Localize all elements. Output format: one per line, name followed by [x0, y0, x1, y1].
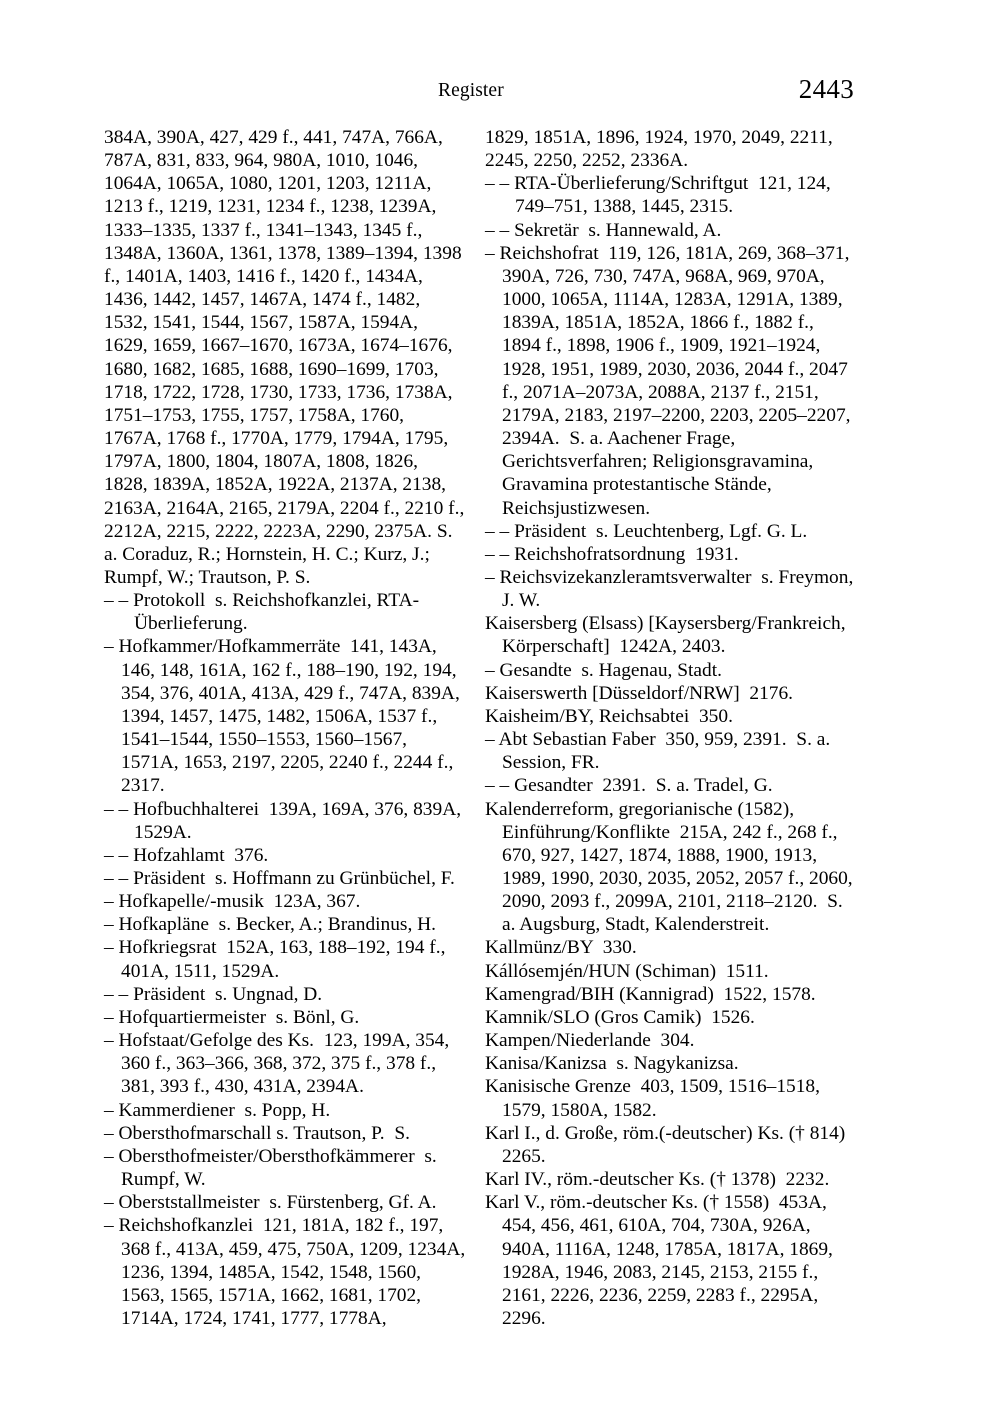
- index-entry: – Oberststallmeister s. Fürstenberg, Gf. A.: [104, 1192, 437, 1214]
- index-entry: Karl IV., röm.-deutscher Ks. († 1378) 2232.: [485, 1169, 830, 1191]
- index-entry: Kalenderreform, gregorianische (1582), Einführung/Konflikte 215A, 242 f., 268 f., 670, 927, 1427, 1874, 1888, 1900, 1913, 1989, 1990, 2030, 2035, 2052, 2057 f., 2060, 2090, 2093 f., 2099A, 2101, 2118–2120. S. a. Augsburg, Stadt, Kalenderstreit.: [485, 798, 858, 936]
- index-entry: – – Hofzahlamt 376.: [104, 844, 269, 866]
- index-entry: – Hofkapläne s. Becker, A.; Brandinus, H.: [104, 914, 437, 936]
- index-entry: – – Präsident s. Ungnad, D.: [104, 983, 323, 1005]
- page-number: 2443: [798, 74, 854, 104]
- index-entry: – Obersthofmeister/Obersthofkämmerer s. Rumpf, W.: [104, 1145, 442, 1191]
- index-entry: – – Reichshofratsordnung 1931.: [485, 543, 739, 565]
- index-column-left: [104, 126, 471, 1330]
- index-entry: Kaisersberg (Elsass) [Kaysersberg/Frankreich, Körperschaft] 1242A, 2403.: [485, 613, 851, 658]
- index-entry: – – Protokoll s. Reichshofkanzlei, RTA-Überlieferung.: [104, 590, 420, 635]
- index-entry: – – Hofbuchhalterei 139A, 169A, 376, 839A, 1529A.: [104, 798, 466, 843]
- index-entry: Kanisa/Kanizsa s. Nagykanizsa.: [485, 1053, 739, 1075]
- index-entry: Kaisheim/BY, Reichsabtei 350.: [485, 705, 733, 727]
- index-entry: Karl I., d. Große, röm.(-deutscher) Ks. († 814) 2265.: [485, 1122, 855, 1167]
- running-head-title: Register: [438, 80, 504, 101]
- index-entry: – Reichshofrat 119, 126, 181A, 269, 368–371, 390A, 726, 730, 747A, 968A, 969, 970A, 1000, 1065A, 1114A, 1283A, 1291A, 1389, 1839A, 1851A, 1852A, 1866 f., 1882 f., 1894 f., 1898, 1906 f., 1909, 1921–1924, 1928, 1951, 1989, 2030, 2036, 2044 f., 2047 f., 2071A–2073A, 2088A, 2137 f., 2151, 2179A, 2183, 2197–2200, 2203, 2205–2207, 2394A. S. a. Aachener Frage, Gerichtsverfahren; Religionsgravamina, Gravamina protestantische Stände, Reichsjustizwesen.: [485, 242, 856, 519]
- running-head: [104, 74, 854, 114]
- index-entry: – – Präsident s. Leuchtenberg, Lgf. G. L.: [485, 520, 808, 542]
- index-entry: 1829, 1851A, 1896, 1924, 1970, 2049, 2211, 2245, 2250, 2252, 2336A.: [485, 127, 838, 172]
- index-entry: – – Präsident s. Hoffmann zu Grünbüchel, F.: [104, 868, 455, 889]
- index-entry: – Hofkapelle/-musik 123A, 367.: [104, 891, 361, 913]
- index-entry: – Abt Sebastian Faber 350, 959, 2391. S. a. Session, FR.: [485, 729, 836, 774]
- index-entry: Kállósemjén/HUN (Schiman) 1511.: [485, 960, 769, 982]
- index-entry: – Kammerdiener s. Popp, H.: [104, 1099, 331, 1121]
- index-entry: Kaiserswerth [Düsseldorf/NRW] 2176.: [485, 682, 794, 704]
- index-entry: 384A, 390A, 427, 429 f., 441, 747A, 766A, 787A, 831, 833, 964, 980A, 1010, 1046, 1064A, 1065A, 1080, 1201, 1203, 1211A, 1213 f., 1219, 1231, 1234 f., 1238, 1239A, 1333–1335, 1337 f., 1341–1343, 1345 f., 1348A, 1360A, 1361, 1378, 1389–1394, 1398 f., 1401A, 1403, 1416 f., 1420 f., 1434A, 1436, 1442, 1457, 1467A, 1474 f., 1482, 1532, 1541, 1544, 1567, 1587A, 1594A, 1629, 1659, 1667–1670, 1673A, 1674–1676, 1680, 1682, 1685, 1688, 1690–1699, 1703, 1718, 1722, 1728, 1730, 1733, 1736, 1738A, 1751–1753, 1755, 1757, 1758A, 1760, 1767A, 1768 f., 1770A, 1779, 1794A, 1795, 1797A, 1800, 1804, 1807A, 1808, 1826, 1828, 1839A, 1852A, 1922A, 2137A, 2138, 2163A, 2164A, 2165, 2179A, 2204 f., 2210 f., 2212A, 2215, 2222, 2223A, 2290, 2375A. S. a. Coraduz, R.; Hornstein, H. C.; Kurz, J.; Rumpf, W.; Trautson, P. S.: [104, 127, 470, 588]
- index-entry: – – RTA-Überlieferung/Schriftgut 121, 124, 749–751, 1388, 1445, 2315.: [485, 173, 836, 218]
- index-entry: – Hofkammer/Hofkammerräte 141, 143A, 146, 148, 161A, 162 f., 188–190, 192, 194, 354, 376, 401A, 413A, 429 f., 747A, 839A, 1394, 1457, 1475, 1482, 1506A, 1537 f., 1541–1544, 1550–1553, 1560–1567, 1571A, 1653, 2197, 2205, 2240 f., 2244 f., 2317.: [104, 636, 465, 797]
- index-entry: – – Sekretär s. Hannewald, A.: [485, 219, 722, 241]
- index-entry: – Hofkriegsrat 152A, 163, 188–192, 194 f., 401A, 1511, 1529A.: [104, 937, 451, 982]
- index-entry: – Hofquartiermeister s. Bönl, G.: [104, 1006, 360, 1028]
- index-entry: Kanisische Grenze 403, 1509, 1516–1518, 1579, 1580A, 1582.: [485, 1076, 825, 1121]
- index-entry: Kamnik/SLO (Gros Camik) 1526.: [485, 1006, 755, 1028]
- index-entry: – Reichshofkanzlei 121, 181A, 182 f., 197, 368 f., 413A, 459, 475, 750A, 1209, 1234A, 1236, 1394, 1485A, 1542, 1548, 1560, 1563, 1565, 1571A, 1662, 1681, 1702, 1714A, 1724, 1741, 1777, 1778A,: [104, 1215, 471, 1329]
- index-entry: – Obersthofmarschall s. Trautson, P. S.: [104, 1122, 410, 1144]
- index-entry: Karl V., röm.-deutscher Ks. († 1558) 453A, 454, 456, 461, 610A, 704, 730A, 926A, 940A, 1116A, 1248, 1785A, 1817A, 1869, 1928A, 1946, 2083, 2145, 2153, 2155 f., 2161, 2226, 2236, 2259, 2283 f., 2295A, 2296.: [485, 1192, 838, 1329]
- index-entry: Kamengrad/BIH (Kannigrad) 1522, 1578.: [485, 983, 816, 1005]
- index-column-right: [485, 126, 857, 1330]
- index-entry: Kallmünz/BY 330.: [485, 937, 637, 959]
- index-entry: – – Gesandter 2391. S. a. Tradel, G.: [485, 775, 773, 797]
- index-entry: – Reichsvizekanzleramtsverwalter s. Freymon, J. W.: [485, 566, 859, 612]
- index-entry: Kampen/Niederlande 304.: [485, 1030, 695, 1052]
- index-entry: – Gesandte s. Hagenau, Stadt.: [485, 659, 722, 681]
- index-entry: – Hofstaat/Gefolge des Ks. 123, 199A, 354, 360 f., 363–366, 368, 372, 375 f., 378 f., 381, 393 f., 430, 431A, 2394A.: [104, 1030, 455, 1098]
